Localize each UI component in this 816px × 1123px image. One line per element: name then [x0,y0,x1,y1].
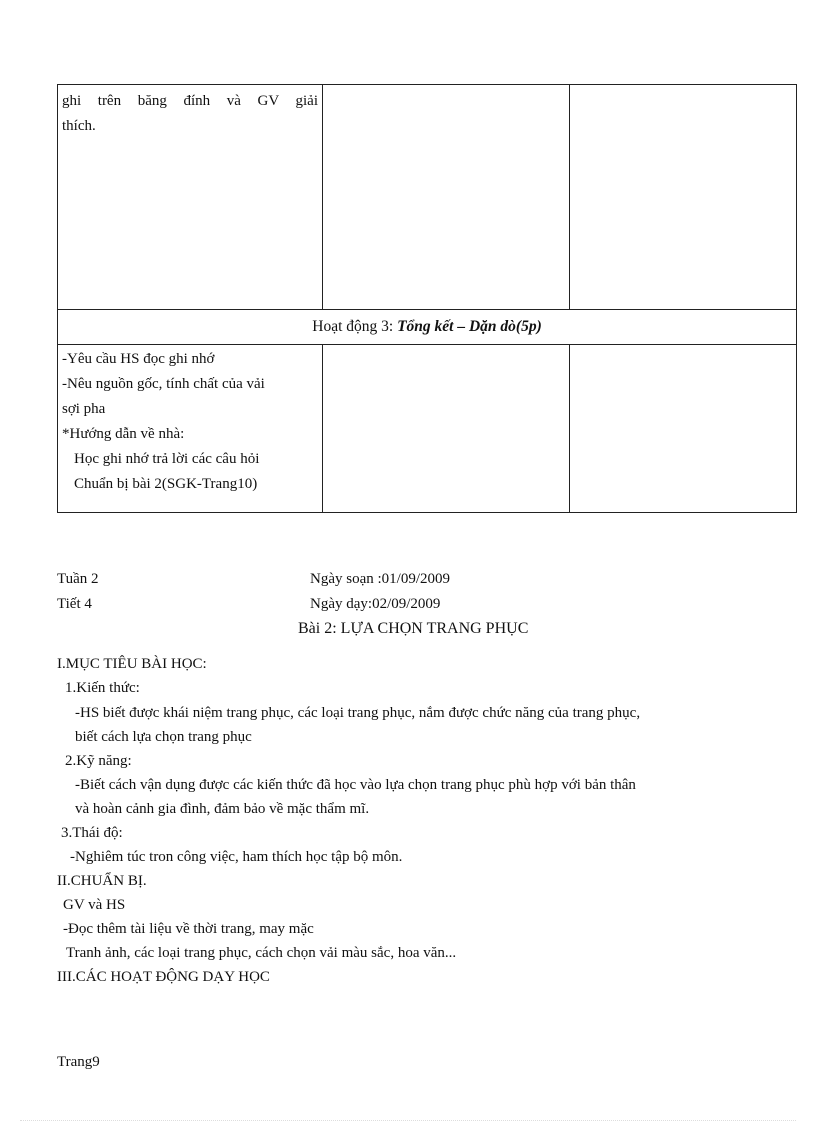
table-cell-teacher [58,85,323,310]
table-cell-student [323,85,570,310]
section-heading: I.MỤC TIÊU BÀI HỌC: [57,656,207,672]
cell-line: -Nêu nguồn gốc, tính chất của vải [62,376,265,392]
body-line: -Nghiêm túc tron công việc, ham thích học tập bộ môn. [70,849,403,865]
table-cell-teacher [58,345,323,513]
table-cell-content [570,85,797,310]
cell-line: Chuẩn bị bài 2(SGK-Trang10) [74,476,258,492]
body-line: GV và HS [63,897,126,913]
cell-line: Học ghi nhớ trả lời các câu hỏi [74,451,260,467]
table-row [58,310,797,345]
section-heading: II.CHUẨN BỊ. [57,873,147,889]
table-row [58,345,797,513]
body-line: -HS biết được khái niệm trang phục, các loại trang phục, nắm được chức năng của trang phục, [75,705,641,721]
activity-heading [58,310,797,345]
cell-line: sợi pha [62,401,106,417]
table-cell-content [570,345,797,513]
table-cell-student [323,345,570,513]
subsection-heading: 3.Thái độ: [61,825,123,841]
activity-prefix: Hoạt động 3: [312,318,398,335]
cell-line: ghi trên băng đính và GV giải [62,93,318,109]
activity-title: Tổng kết – Dặn dò(5p) [397,318,542,335]
body-line: -Biết cách vận dụng được các kiến thức đã học vào lựa chọn trang phục phù hợp với bản thân [75,777,636,793]
body-line: và hoàn cảnh gia đình, đảm bảo về mặc thẩm mĩ. [75,801,370,817]
subsection-heading: 1.Kiến thức: [65,680,140,696]
lesson-title: Bài 2: LỰA CHỌN TRANG PHỤC [298,620,529,637]
prep-date: Ngày soạn :01/09/2009 [310,571,450,587]
body-line: -Đọc thêm tài liệu về thời trang, may mặc [63,921,314,937]
teach-date: Ngày dạy:02/09/2009 [310,596,441,612]
body-line: Tranh ảnh, các loại trang phục, cách chọn vải màu sắc, hoa văn... [66,945,457,961]
lesson-activity-table [57,84,797,513]
week-label: Tuần 2 [57,571,99,587]
page-number: Trang9 [57,1054,100,1070]
table-row [58,85,797,310]
page-bottom-divider [20,1120,796,1121]
cell-line: thích. [62,118,96,134]
subsection-heading: 2.Kỹ năng: [65,753,132,769]
cell-line: *Hướng dẫn về nhà: [62,426,185,442]
period-label: Tiết 4 [57,596,92,612]
body-line: biết cách lựa chọn trang phục [75,729,252,745]
section-heading: III.CÁC HOẠT ĐỘNG DẠY HỌC [57,969,270,985]
cell-line: -Yêu cầu HS đọc ghi nhớ [62,351,215,367]
